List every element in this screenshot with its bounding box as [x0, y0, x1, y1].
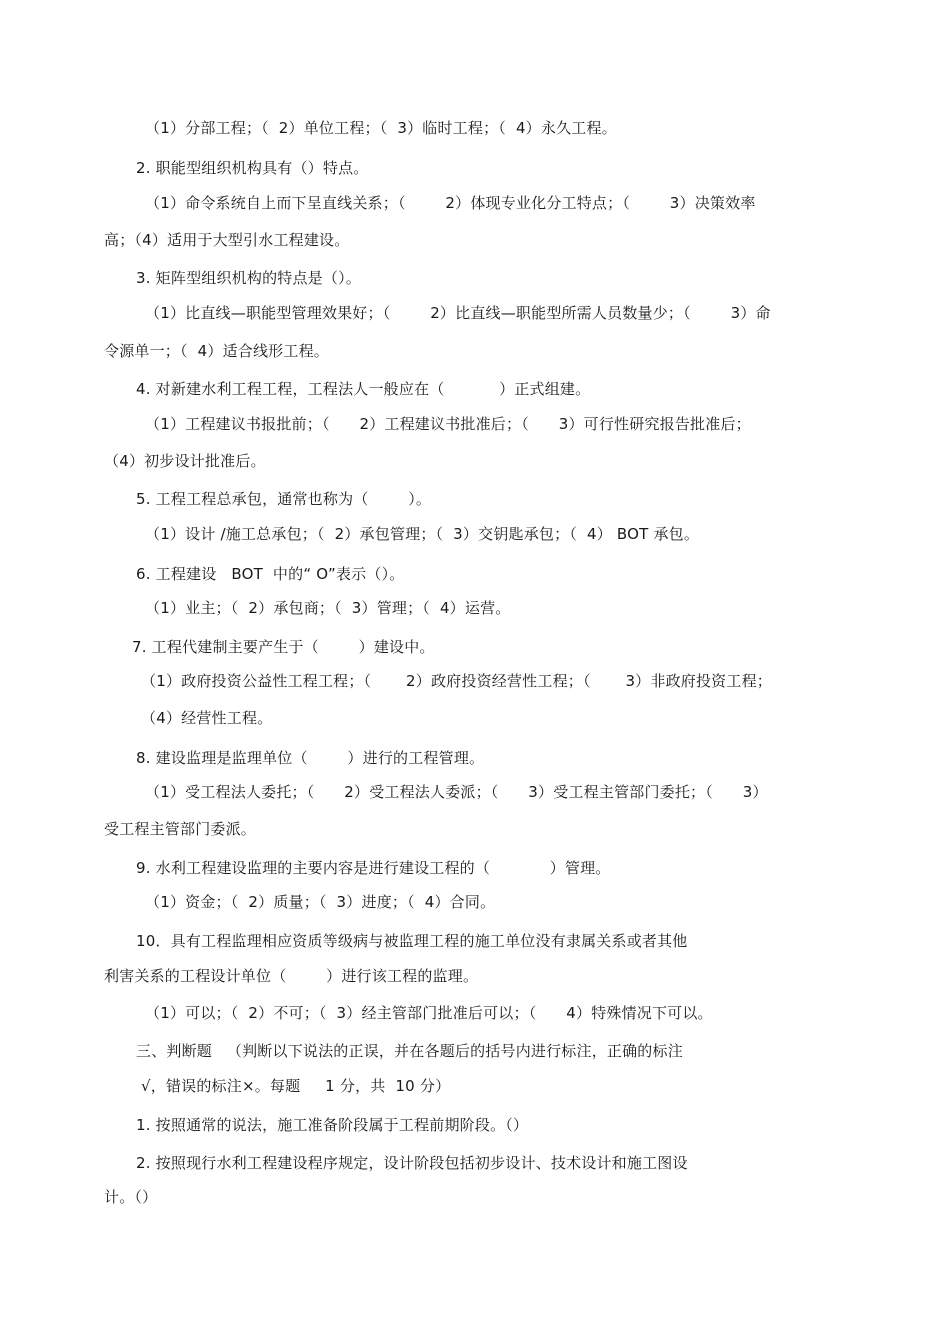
tf2-question-line1: 2. 按照现行水利工程建设程序规定，设计阶段包括初步设计、技术设计和施工图设	[136, 1154, 688, 1172]
q10-question-line2: 利害关系的工程设计单位（ ）进行该工程的监理。	[104, 967, 479, 985]
q7-options-line1: （1）政府投资公益性工程工程；（ 2）政府投资经营性工程；（ 3）非政府投资工程；	[141, 672, 772, 690]
q8-options-line1: （1）受工程法人委托；（ 2）受工程法人委派；（ 3）受工程主管部门委托；（ 3）	[145, 783, 768, 801]
q6-question: 6. 工程建设 BOT 中的“ O”表示（）。	[136, 565, 405, 583]
q8-options-line2: 受工程主管部门委派。	[104, 820, 257, 838]
tf2-question-line2: 计。（）	[104, 1188, 158, 1206]
q7-question: 7. 工程代建制主要产生于（ ）建设中。	[132, 638, 435, 656]
section3-heading-line1: 三、判断题 （判断以下说法的正误，并在各题后的括号内进行标注，正确的标注	[136, 1042, 683, 1060]
q5-options: （1）设计 /施工总承包；（ 2）承包管理；（ 3）交钥匙承包；（ 4） BOT 承包。	[145, 525, 700, 543]
q3-options-line1: （1）比直线—职能型管理效果好；（ 2）比直线—职能型所需人员数量少；（ 3）命	[145, 304, 771, 322]
q2-question: 2. 职能型组织机构具有（）特点。	[136, 159, 369, 177]
q9-options: （1）资金；（ 2）质量；（ 3）进度；（ 4）合同。	[145, 893, 496, 911]
q8-question: 8. 建设监理是监理单位（ ）进行的工程管理。	[136, 749, 485, 767]
q1-options: （1）分部工程；（ 2）单位工程；（ 3）临时工程；（ 4）永久工程。	[145, 119, 617, 137]
q6-options: （1）业主；（ 2）承包商；（ 3）管理；（ 4）运营。	[145, 599, 511, 617]
q4-question: 4. 对新建水利工程工程，工程法人一般应在（ ）正式组建。	[136, 380, 591, 398]
q3-question: 3. 矩阵型组织机构的特点是（）。	[136, 269, 361, 287]
section3-heading-line2: √，错误的标注×。每题 1 分，共 10 分）	[141, 1077, 451, 1095]
q9-question: 9. 水利工程建设监理的主要内容是进行建设工程的（ ）管理。	[136, 859, 611, 877]
q4-options-line1: （1）工程建议书报批前；（ 2）工程建议书批准后；（ 3）可行性研究报告批准后；	[145, 415, 751, 433]
tf1-question: 1. 按照通常的说法，施工准备阶段属于工程前期阶段。（）	[136, 1116, 529, 1134]
q7-options-line2: （4）经营性工程。	[141, 709, 273, 727]
q2-options-line1: （1）命令系统自上而下呈直线关系；（ 2）体现专业化分工特点；（ 3）决策效率	[145, 194, 756, 212]
q2-options-line2: 高；（4）适用于大型引水工程建设。	[104, 231, 350, 249]
q10-question-line1: 10．具有工程监理相应资质等级病与被监理工程的施工单位没有隶属关系或者其他	[136, 932, 688, 950]
q3-options-line2: 令源单一；（ 4）适合线形工程。	[104, 342, 329, 360]
q10-options: （1）可以；（ 2）不可；（ 3）经主管部门批准后可以；（ 4）特殊情况下可以。	[145, 1004, 713, 1022]
q4-options-line2: （4）初步设计批准后。	[104, 452, 266, 470]
q5-question: 5. 工程工程总承包，通常也称为（ ）。	[136, 490, 432, 508]
